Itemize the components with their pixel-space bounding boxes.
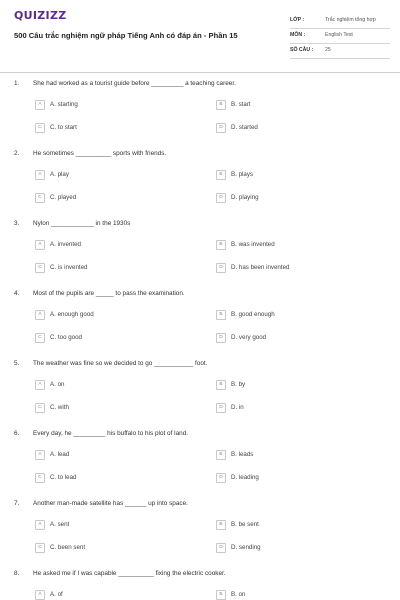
option-text: C. to lead xyxy=(50,474,77,481)
option-letter-box: D xyxy=(216,473,226,483)
option-text: B. leads xyxy=(231,451,254,458)
question-item xyxy=(0,570,400,600)
option-letter-box: C xyxy=(35,333,45,343)
option-text: C. too good xyxy=(50,334,82,341)
option-text: A. on xyxy=(50,381,65,388)
option-letter-box: C xyxy=(35,123,45,133)
option-text: D. very good xyxy=(231,334,267,341)
question-number: 4. xyxy=(14,290,20,297)
option-text: A. sent xyxy=(50,521,70,528)
meta-value: 25 xyxy=(325,47,331,53)
question-item xyxy=(0,220,400,292)
question-item xyxy=(0,500,400,572)
question-number: 2. xyxy=(14,150,20,157)
option-letter-box: A xyxy=(35,240,45,250)
option-letter-box: D xyxy=(216,403,226,413)
question-text: Every day, he _________ his buffalo to his plot of land. xyxy=(33,430,189,437)
option-letter-box: A xyxy=(35,450,45,460)
option-letter-box: D xyxy=(216,193,226,203)
question-text: She had worked as a tourist guide before _________ a teaching career. xyxy=(33,80,236,87)
option-text: D. started xyxy=(231,124,258,131)
option-text: D. has been invented xyxy=(231,264,290,271)
option-letter-box: A xyxy=(35,380,45,390)
option-letter-box: A xyxy=(35,590,45,600)
option-text: B. start xyxy=(231,101,251,108)
question-number: 1. xyxy=(14,80,20,87)
option-text: D. in xyxy=(231,404,244,411)
option-letter-box: C xyxy=(35,193,45,203)
option-text: A. starting xyxy=(50,101,78,108)
option-letter-box: B xyxy=(216,590,226,600)
option-text: B. was invented xyxy=(231,241,275,248)
worksheet-header xyxy=(0,0,400,73)
question-text: He asked me if I was capable __________ fixing the electric cooker. xyxy=(33,570,226,577)
option-letter-box: B xyxy=(216,240,226,250)
option-text: B. plays xyxy=(231,171,254,178)
option-letter-box: D xyxy=(216,263,226,273)
option-letter-box: B xyxy=(216,170,226,180)
option-text: A. enough good xyxy=(50,311,94,318)
option-text: B. by xyxy=(231,381,246,388)
question-text: Most of the pupils are _____ to pass the examination. xyxy=(33,290,185,297)
option-letter-box: D xyxy=(216,543,226,553)
question-text: The weather was fine so we decided to go ___________ foot. xyxy=(33,360,208,367)
meta-row-class xyxy=(290,14,390,29)
option-letter-box: B xyxy=(216,520,226,530)
option-letter-box: C xyxy=(35,263,45,273)
option-text: C. with xyxy=(50,404,69,411)
option-letter-box: A xyxy=(35,310,45,320)
option-letter-box: B xyxy=(216,380,226,390)
option-letter-box: C xyxy=(35,543,45,553)
option-text: C. played xyxy=(50,194,77,201)
meta-key: LỚP : xyxy=(290,17,305,23)
worksheet-title: 500 Câu trắc nghiệm ngữ pháp Tiếng Anh có đáp án - Phần 15 xyxy=(14,31,238,40)
option-letter-box: A xyxy=(35,100,45,110)
option-text: D. leading xyxy=(231,474,259,481)
option-letter-box: B xyxy=(216,100,226,110)
meta-row-subject xyxy=(290,29,390,44)
option-text: B. on xyxy=(231,591,246,598)
meta-row-question-count xyxy=(290,44,390,59)
question-item xyxy=(0,360,400,432)
question-number: 8. xyxy=(14,570,20,577)
option-text: B. be sent xyxy=(231,521,259,528)
option-text: C. to start xyxy=(50,124,77,131)
option-text: A. lead xyxy=(50,451,70,458)
meta-value: Trắc nghiệm tổng hợp xyxy=(325,17,376,23)
question-item xyxy=(0,80,400,152)
question-text: Another man-made satellite has ______ up into space. xyxy=(33,500,188,507)
question-number: 5. xyxy=(14,360,20,367)
question-text: He sometimes __________ sports with friends. xyxy=(33,150,167,157)
question-item xyxy=(0,290,400,362)
question-item xyxy=(0,150,400,222)
meta-key: MÔN : xyxy=(290,32,306,38)
option-letter-box: C xyxy=(35,473,45,483)
question-number: 3. xyxy=(14,220,20,227)
option-letter-box: C xyxy=(35,403,45,413)
option-letter-box: A xyxy=(35,170,45,180)
option-text: C. is invented xyxy=(50,264,88,271)
quizizz-logo: QUIZIZZ xyxy=(14,9,67,22)
option-text: D. playing xyxy=(231,194,259,201)
option-text: A. invented xyxy=(50,241,81,248)
question-item xyxy=(0,430,400,502)
option-letter-box: D xyxy=(216,333,226,343)
option-text: C. been sent xyxy=(50,544,86,551)
option-letter-box: B xyxy=(216,310,226,320)
option-text: B. good enough xyxy=(231,311,275,318)
question-text: Nylon ____________ in the 1930s xyxy=(33,220,131,227)
option-letter-box: D xyxy=(216,123,226,133)
option-letter-box: A xyxy=(35,520,45,530)
option-text: D. sending xyxy=(231,544,261,551)
option-letter-box: B xyxy=(216,450,226,460)
option-text: A. of xyxy=(50,591,63,598)
question-number: 6. xyxy=(14,430,20,437)
question-number: 7. xyxy=(14,500,20,507)
meta-key: SỐ CÂU : xyxy=(290,47,314,53)
meta-value: English Test xyxy=(325,32,353,38)
option-text: A. play xyxy=(50,171,69,178)
